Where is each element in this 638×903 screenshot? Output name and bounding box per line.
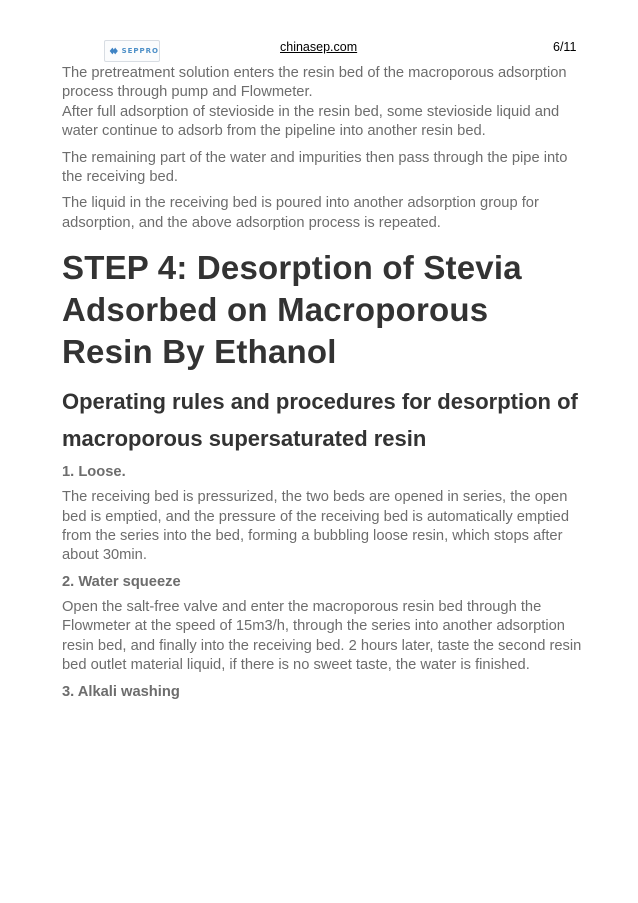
intro-paragraph-1: [62, 64, 582, 142]
intro-paragraph-2: The remaining part of the water and impurities then pass through the pipe into the receiving bed.: [62, 149, 568, 186]
intro-paragraph-1-line-1: The pretreatment solution enters the resin bed of the macroporous adsorption process through pump and Flowmeter.: [62, 65, 567, 101]
site-link[interactable]: chinasep.com: [280, 40, 358, 54]
item-2-text: Open the salt-free valve and enter the macroporous resin bed through the Flowmeter at the speed of 15m3/h, through the series into another adsorption resin bed, and finally into the receiving bed. 2 hours later, taste the second resin bed outlet material liquid, if there is no sweet taste, the water is finished.: [62, 598, 582, 674]
company-logo: [104, 40, 160, 62]
item-2-heading: 2. Water squeeze: [62, 573, 181, 590]
item-3-heading: 3. Alkali washing: [62, 683, 180, 700]
main-content: [62, 64, 582, 708]
intro-paragraph-1-line-2: After full adsorption of stevioside in the resin bed, some stevioside liquid and water continue to adsorb from the pipeline into another resin bed.: [62, 103, 560, 140]
step-title: STEP 4: Desorption of Stevia Adsorbed on Macroporous Resin By Ethanol: [62, 249, 522, 371]
item-1-heading: 1. Loose.: [62, 464, 126, 481]
logo-text: SEPPRO: [121, 47, 159, 55]
step-subtitle: Operating rules and procedures for desorption of macroporous supersaturated resin: [62, 389, 578, 452]
page-number: 6/11: [553, 40, 577, 54]
item-1-text: The receiving bed is pressurized, the two beds are opened in series, the open bed is emptied, and the pressure of the receiving bed is automatically emptied from the series into the bed, forming a bubbling loose resin, which stops after about 30min.: [62, 489, 570, 564]
logo-mark-icon: [109, 45, 119, 57]
intro-paragraph-3: The liquid in the receiving bed is poured into another adsorption group for adsorption, and the above adsorption process is repeated.: [62, 195, 539, 231]
